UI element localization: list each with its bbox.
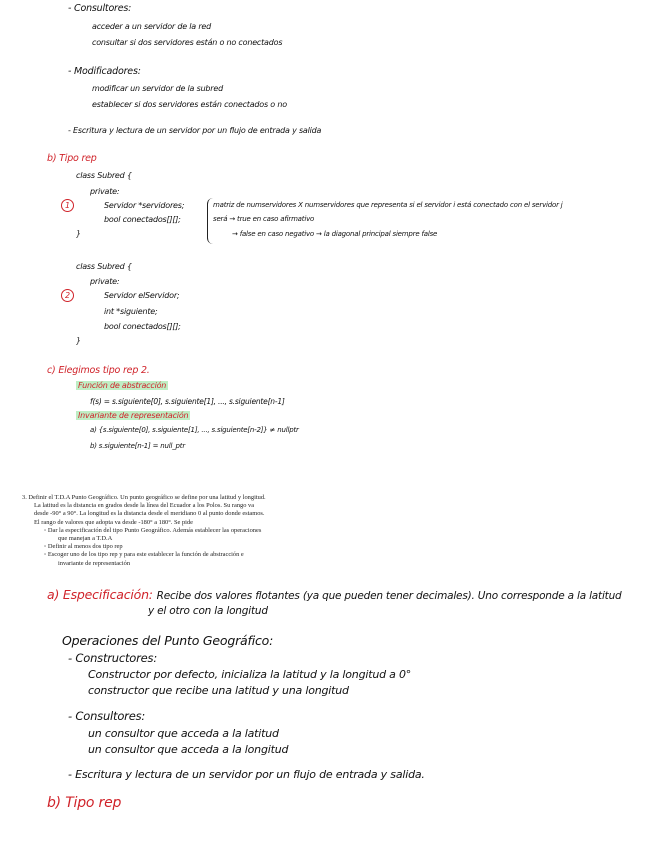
ir-heading bbox=[76, 411, 190, 420]
rep-2-marker: 2 bbox=[61, 289, 74, 302]
matrix-note: matriz de numservidores X numservidores que representa si el servidor i está conectado con el servidor j bbox=[213, 201, 563, 209]
ops-heading: Operaciones del Punto Geográfico: bbox=[62, 633, 274, 648]
bottom-escritura-line: - Escritura y lectura de un servidor por un flujo de entrada y salida. bbox=[68, 768, 425, 781]
tipo-rep-heading bbox=[47, 153, 97, 164]
false-note: → false en caso negativo → la diagonal principal siempre false bbox=[232, 230, 438, 238]
exercise-line-1: 3. Definir el T.D.A Punto Geográfico. Un punto geográfico se define por una latitud y longitud. bbox=[22, 494, 266, 501]
spec-label: a) Especificación: bbox=[47, 587, 153, 602]
exercise-block bbox=[22, 494, 266, 568]
ir-heading-text: Invariante de representación bbox=[78, 411, 189, 420]
fa-heading-text: Función de abstracción bbox=[78, 381, 167, 390]
cons-heading: - Consultores: bbox=[68, 709, 146, 723]
cons-line-1: un consultor que acceda a la latitud bbox=[88, 727, 279, 740]
fa-formula: f(s) = s.siguiente[0], s.siguiente[1], ..., s.siguiente[n-1] bbox=[90, 397, 285, 406]
exercise-item-3b: invariante de representación bbox=[58, 559, 131, 567]
class-close-2: } bbox=[76, 336, 81, 345]
consultores-heading: - Consultores: bbox=[68, 3, 132, 14]
fa-heading bbox=[76, 381, 168, 390]
escritura-line: - Escritura y lectura de un servidor por un flujo de entrada y salida bbox=[68, 126, 322, 135]
true-note: será → true en caso afirmativo bbox=[213, 215, 315, 223]
consultor-line-1: acceder a un servidor de la red bbox=[92, 22, 212, 31]
section-c-heading: c) Elegimos tipo rep 2. bbox=[47, 365, 150, 376]
exercise-line-4: El rango de valores que adopta va desde -180° a 180°. Se pide bbox=[34, 518, 193, 526]
exercise-item-3a: ◦ Escoger uno de los tipo rep y para este establecer la función de abstracción e bbox=[44, 551, 244, 559]
exercise-item-1b: que manejan a T.D.A bbox=[58, 535, 113, 543]
constr-heading: - Constructores: bbox=[68, 651, 158, 665]
tipo-rep-heading-text: b) Tipo rep bbox=[47, 153, 97, 164]
exercise-line-2: La latitud es la distancia en grados desde la línea del Ecuador a los Polos. Su rango va bbox=[34, 502, 255, 510]
constr-line-1: Constructor por defecto, inicializa la latitud y la longitud a 0° bbox=[88, 668, 412, 681]
exercise-item-1a: ◦ Dar la especificación del tipo Punto Geográfico. Además establecer las operaciones bbox=[44, 526, 262, 534]
bottom-tipo-rep-heading: b) Tipo rep bbox=[47, 795, 122, 811]
private-1: private: bbox=[90, 187, 120, 196]
rep1-conectados: bool conectados[][]; bbox=[104, 215, 181, 224]
rep1-servidores: Servidor *servidores; bbox=[104, 201, 185, 210]
ir-b: b) s.siguiente[n-1] = null_ptr bbox=[90, 442, 186, 450]
rep-1-marker: 1 bbox=[61, 199, 74, 212]
exercise-item-2: ◦ Definir al menos dos tipo rep bbox=[44, 543, 123, 551]
modificadores-heading: - Modificadores: bbox=[68, 66, 141, 77]
rep2-servidor: Servidor elServidor; bbox=[104, 291, 180, 300]
ir-a: a) {s.siguiente[0], s.siguiente[1], ..., s.siguiente[n-2]} ≠ nullptr bbox=[90, 426, 299, 434]
spec-text-2: y el otro con la longitud bbox=[148, 605, 268, 617]
modificador-line-2: establecer si dos servidores están conectados o no bbox=[92, 100, 287, 109]
spec-row bbox=[47, 587, 622, 602]
consultor-line-2: consultar si dos servidores están o no conectados bbox=[92, 38, 283, 47]
class-subred-2: class Subred { bbox=[76, 262, 132, 271]
rep2-conectados: bool conectados[][]; bbox=[104, 322, 181, 331]
rep2-siguiente: int *siguiente; bbox=[104, 307, 158, 316]
constr-line-2: constructor que recibe una latitud y una longitud bbox=[88, 684, 349, 697]
exercise-line-3: desde -90° a 90°. La longitud es la distancia desde el meridiano 0 al punto donde estamos. bbox=[34, 510, 265, 518]
cons-line-2: un consultor que acceda a la longitud bbox=[88, 743, 289, 756]
modificador-line-1: modificar un servidor de la subred bbox=[92, 84, 224, 93]
class-subred-1: class Subred { bbox=[76, 171, 132, 180]
spec-text-1: Recibe dos valores flotantes (ya que pueden tener decimales). Uno corresponde a la latitud bbox=[156, 590, 622, 602]
private-2: private: bbox=[90, 277, 120, 286]
class-close-1: } bbox=[76, 229, 81, 238]
